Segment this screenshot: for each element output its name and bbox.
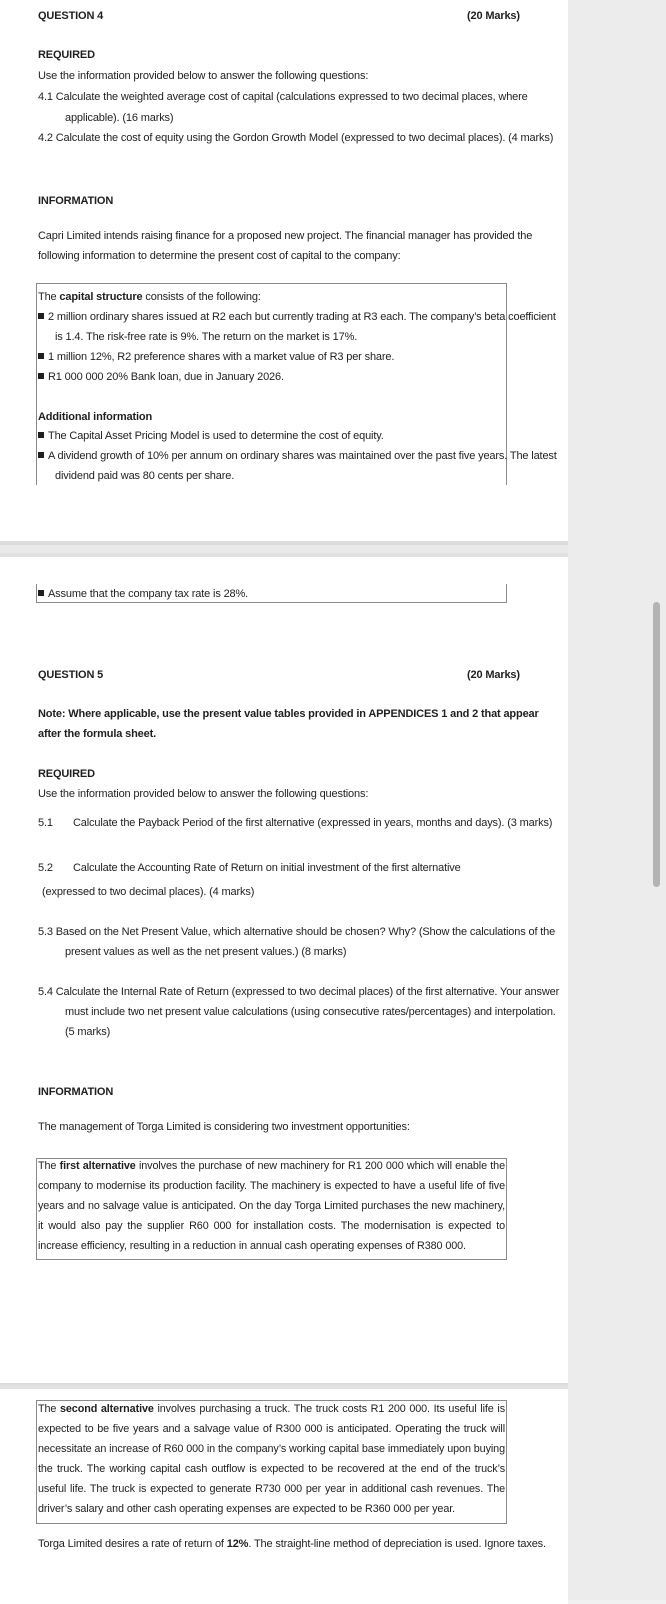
- bullet-icon: [38, 432, 44, 438]
- question-5-2-line-1: Calculate the Accounting Rate of Return on initial investment of the first alternative: [73, 862, 461, 874]
- information-heading: INFORMATION: [38, 195, 114, 207]
- bullet-ordinary-shares-line-1: 2 million ordinary shares issued at R2 each but currently trading at R3 each. The company’s beta coefficient: [48, 311, 556, 323]
- question-5-1: Calculate the Payback Period of the first alternative (expressed in years, months and days). (3 marks): [73, 817, 553, 829]
- bullet-bank-loan: R1 000 000 20% Bank loan, due in January 2026.: [48, 371, 284, 383]
- note-line-1: Note: Where applicable, use the present value tables provided in APPENDICES 1 and 2 that appear: [38, 708, 539, 720]
- scrollbar-thumb[interactable]: [653, 602, 660, 887]
- information-line-2: following information to determine the present cost of capital to the company:: [38, 250, 401, 262]
- question-4-1-line-1: 4.1 Calculate the weighted average cost of capital (calculations expressed to two decimal places, where: [38, 91, 528, 103]
- question-5-3-line-2: present values as well as the net present values.) (8 marks): [65, 946, 347, 958]
- question-4-1-line-2: applicable). (16 marks): [65, 112, 174, 124]
- question-4-marks: (20 Marks): [467, 10, 520, 22]
- additional-info-heading: Additional information: [38, 411, 153, 423]
- first-alternative-paragraph: The first alternative involves the purchase of new machinery for R1 200 000 which will enable the company to modernise its production facility. The machinery is expected to have a useful life of five years and no salvage value is anticipated. On the day Torga Limited purchases the new machinery, it would also pay the supplier R60 000 for installation costs. The modernisation is expected to increase efficiency, resulting in a reduction in annual cash operating expenses of R380 000.: [38, 1160, 505, 1252]
- information-line-1: Capri Limited intends raising finance for a proposed new project. The financial manager has provided the: [38, 230, 533, 242]
- bullet-capm: The Capital Asset Pricing Model is used to determine the cost of equity.: [48, 430, 384, 442]
- required-heading: REQUIRED: [38, 768, 95, 780]
- bullet-icon: [38, 353, 44, 359]
- question-4-2: 4.2 Calculate the cost of equity using the Gordon Growth Model (expressed to two decimal places). (4 marks): [38, 132, 554, 144]
- second-alternative-paragraph: The second alternative involves purchasing a truck. The truck costs R1 200 000. Its useful life is expected to be five years and a salvage value of R300 000 is anticipated. Operating the truck will necessitate an increase of R60 000 in the company’s working capital base immediately upon buying the truck. The working capital cash outflow is expected to be recovered at the end of the truck’s useful life. The truck is expected to generate R730 000 per year in additional cash revenues. The driver’s salary and other cash operating expenses are expected to be R360 000 per year.: [38, 1403, 505, 1515]
- document-page-3: [0, 1385, 568, 1604]
- scrollbar-track[interactable]: [568, 0, 666, 1600]
- question-4-title: QUESTION 4: [38, 10, 104, 22]
- required-return-statement: Torga Limited desires a rate of return of 12%. The straight-line method of depreciation is used. Ignore taxes.: [38, 1538, 546, 1550]
- required-intro: Use the information provided below to answer the following questions:: [38, 788, 369, 800]
- bullet-icon: [38, 452, 44, 458]
- question-5-title: QUESTION 5: [38, 669, 104, 681]
- question-5-marks: (20 Marks): [467, 669, 520, 681]
- capital-structure-heading: The capital structure consists of the following:: [38, 291, 261, 303]
- bullet-dividend-line-2: dividend paid was 80 cents per share.: [55, 470, 235, 482]
- bullet-icon: [38, 373, 44, 379]
- bullet-icon: [38, 590, 44, 596]
- page-gap: [0, 545, 568, 553]
- information-intro: The management of Torga Limited is considering two investment opportunities:: [38, 1121, 410, 1133]
- question-5-2-line-2: (expressed to two decimal places). (4 marks): [42, 886, 255, 898]
- required-intro: Use the information provided below to answer the following questions:: [38, 70, 369, 82]
- bullet-dividend-line-1: A dividend growth of 10% per annum on ordinary shares was maintained over the past five years. The latest: [48, 450, 557, 462]
- question-5-4-line-2: must include two net present value calculations (using consecutive rates/percentages) and interpolation.: [65, 1006, 556, 1018]
- question-5-4-line-1: 5.4 Calculate the Internal Rate of Return (expressed to two decimal places) of the first alternative. Your answer: [38, 986, 560, 998]
- bullet-preference-shares: 1 million 12%, R2 preference shares with a market value of R3 per share.: [48, 351, 395, 363]
- document-page-2: [0, 553, 568, 1387]
- note-line-2: after the formula sheet.: [38, 728, 157, 740]
- information-heading: INFORMATION: [38, 1086, 114, 1098]
- question-5-3-line-1: 5.3 Based on the Net Present Value, which alternative should be chosen? Why? (Show the calculations of the: [38, 926, 556, 938]
- required-heading: REQUIRED: [38, 49, 95, 61]
- bullet-icon: [38, 313, 44, 319]
- document-page-1: [0, 0, 568, 545]
- bullet-ordinary-shares-line-2: is 1.4. The risk-free rate is 9%. The return on the market is 17%.: [55, 331, 358, 343]
- question-5-2-number: 5.2: [38, 862, 53, 874]
- bullet-tax-rate: Assume that the company tax rate is 28%.: [48, 588, 249, 600]
- question-5-1-number: 5.1: [38, 817, 53, 829]
- question-5-4-line-3: (5 marks): [65, 1026, 111, 1038]
